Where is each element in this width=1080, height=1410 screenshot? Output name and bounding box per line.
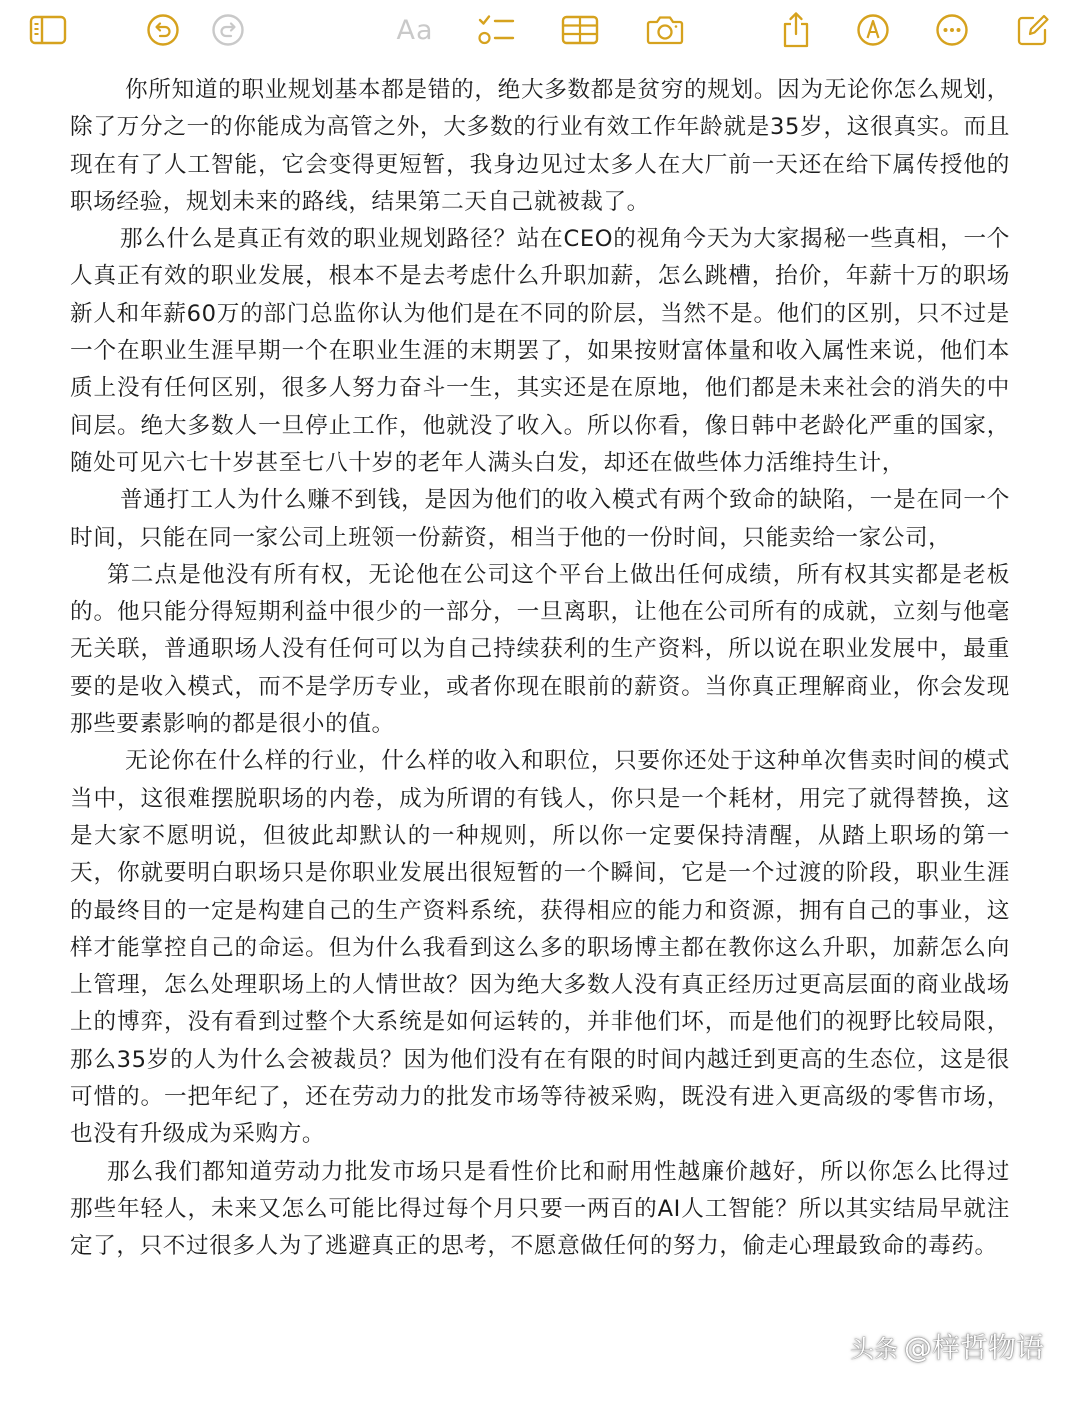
undo-icon (146, 13, 180, 47)
source-watermark (850, 1316, 1080, 1376)
text-format-button[interactable] (390, 10, 440, 50)
markup-button[interactable] (853, 10, 893, 50)
text-format-label: Aa (396, 14, 434, 46)
checklist-icon (477, 13, 515, 47)
compose-icon (1016, 13, 1050, 47)
note-paragraph: 普通打工人为什么赚不到钱，是因为他们的收入模式有两个致命的缺陷，一是在同一个时间，只能在同一家公司上班领一份薪资，相当于他的一份时间，只能卖给一家公司， (70, 487, 1010, 551)
table-icon (561, 15, 599, 45)
checklist-button[interactable] (476, 10, 516, 50)
camera-button[interactable] (645, 10, 685, 50)
note-body[interactable] (70, 72, 1010, 1266)
share-button[interactable] (776, 10, 816, 50)
note-paragraph: 第二点是他没有所有权，无论他在公司这个平台上做出任何成绩，所有权其实都是老板的。他只能分得短期利益中很少的一部分，一旦离职，让他在公司所有的成就，立刻与他毫无关联，普通职场人没有任何可以为自己持续获利的生产资料，所以说在职业发展中，最重要的是收入模式，而不是学历专业，或者你现在眼前的薪资。当你真正理解商业，你会发现那些要素影响的都是很小的值。 (70, 561, 1010, 738)
note-paragraph: 无论你在什么样的行业，什么样的收入和职位，只要你还处于这种单次售卖时间的模式当中，这很难摆脱职场的内卷，成为所谓的有钱人，你只是一个耗材，用完了就得替换，这是大家不愿明说，但彼此却默认的一种规则，所以你一定要保持清醒，从踏上职场的第一天，你就要明白职场只是你职业发展出很短暂的一个瞬间，它是一个过渡的阶段，职业生涯的最终目的一定是构建自己的生产资料系统，获得相应的能力和资源，拥有自己的事业，这样才能掌控自己的命运。但为什么我看到这么多的职场博主都在教你这么升职，加薪怎么向上管理，怎么处理职场上的人情世故？因为绝大多数人没有真正经历过更高层面的商业战场上的博弈，没有看到过整个大系统是如何运转的，并非他们坏，而是他们的视野比较局限，那么35岁的人为什么会被裁员？因为他们没有在有限的时间内越迁到更高的生态位，这是很可惜的。一把年纪了，还在劳动力的批发市场等待被采购，既没有进入更高级的零售市场，也没有升级成为采购方。 (70, 748, 1010, 1148)
more-icon (935, 13, 969, 47)
camera-icon (646, 14, 684, 46)
share-icon (781, 11, 811, 49)
sidebar-toggle-button[interactable] (28, 10, 68, 50)
markup-pen-icon (856, 13, 890, 47)
redo-icon (211, 13, 245, 47)
sidebar-icon (29, 15, 67, 45)
table-button[interactable] (560, 10, 600, 50)
watermark-author: @梓哲物语 (904, 1331, 1045, 1364)
more-options-button[interactable] (932, 10, 972, 50)
compose-button[interactable] (1013, 10, 1053, 50)
note-paragraph: 那么什么是真正有效的职业规划路径？站在CEO的视角今天为大家揭秘一些真相，一个人真正有效的职业发展，根本不是去考虑什么升职加薪，怎么跳槽，抬价，年薪十万的职场新人和年薪60万的部门总监你认为他们是在不同的阶层，当然不是。他们的区别，只不过是一个在职业生涯早期一个在职业生涯的末期罢了，如果按财富体量和收入属性来说，他们本质上没有任何区别，很多人努力奋斗一生，其实还是在原地，他们都是未来社会的消失的中间层。绝大多数人一旦停止工作，他就没了收入。所以你看，像日韩中老龄化严重的国家，随处可见六七十岁甚至七八十岁的老年人满头白发，却还在做些体力活维持生计， (70, 226, 1010, 476)
notes-toolbar (0, 0, 1080, 62)
watermark-platform: 头条 (850, 1334, 898, 1363)
redo-button[interactable] (208, 10, 248, 50)
note-paragraph: 你所知道的职业规划基本都是错的，绝大多数都是贫穷的规划。因为无论你怎么规划，除了万分之一的你能成为高管之外，大多数的行业有效工作年龄就是35岁，这很真实。而且现在有了人工智能，它会变得更短暂，我身边见过太多人在大厂前一天还在给下属传授他的职场经验，规划未来的路线，结果第二天自己就被裁了。 (70, 77, 1010, 215)
undo-button[interactable] (143, 10, 183, 50)
note-paragraph: 那么我们都知道劳动力批发市场只是看性价比和耐用性越廉价越好，所以你怎么比得过那些年轻人，未来又怎么可能比得过每个月只要一两百的AI人工智能？所以其实结局早就注定了，只不过很多人为了逃避真正的思考，不愿意做任何的努力，偷走心理最致命的毒药。 (70, 1158, 1010, 1260)
